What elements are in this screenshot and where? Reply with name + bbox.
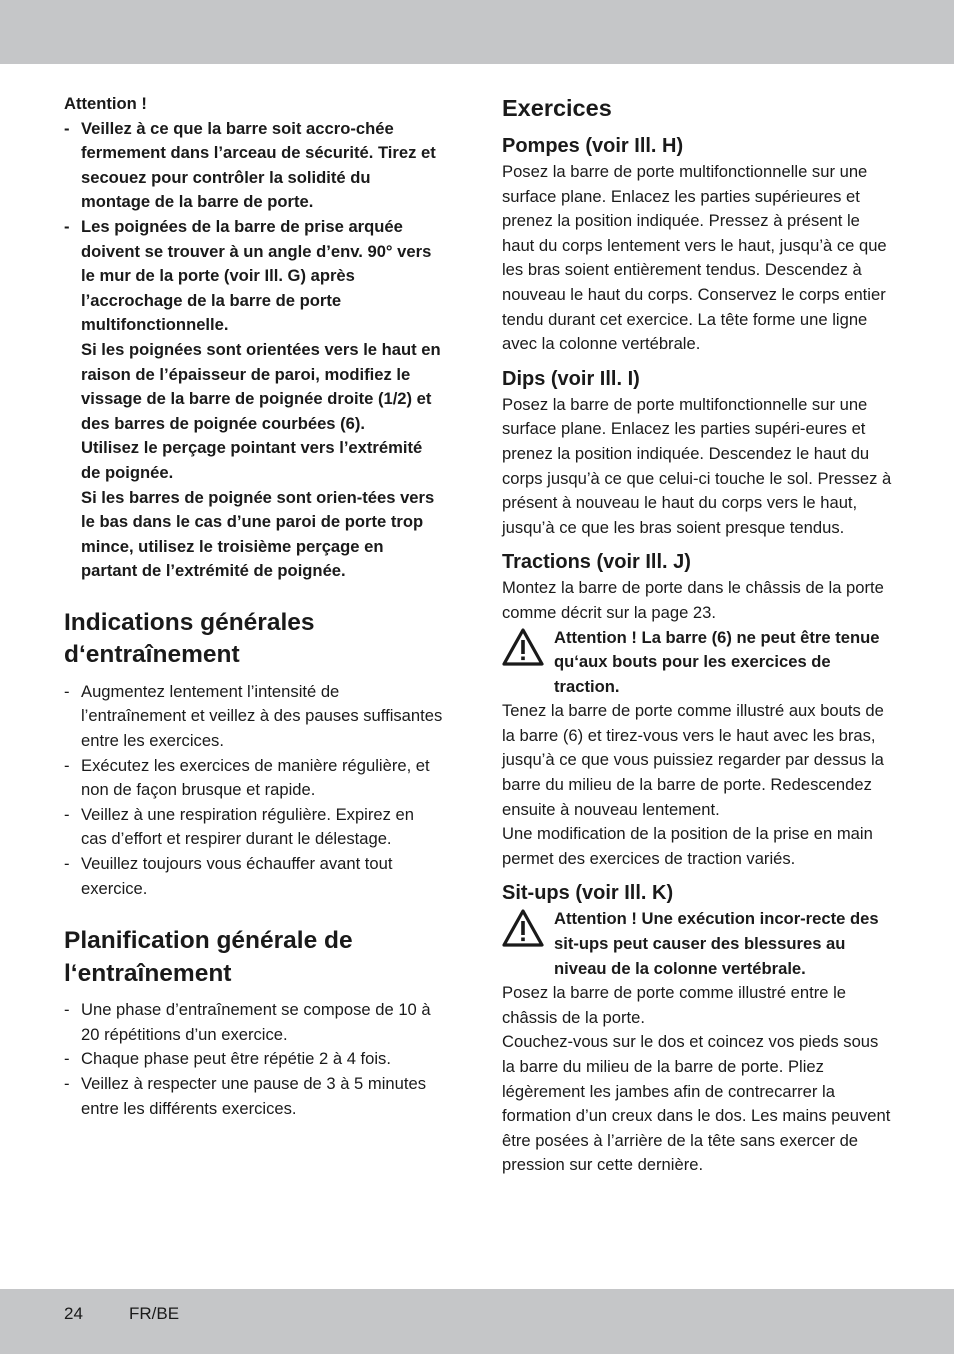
situps-warning — [502, 907, 894, 981]
tractions-text: Tenez la barre de porte comme illustré aux bouts de la barre (6) et tirez-vous vers le haut avec les bras, jusqu’à ce que vous puissiez regarder par dessus la barre du milieu de la barre de porte. Redescendez ensuite à nouveau lentement. — [502, 701, 884, 819]
attention-extra: Si les poignées sont orientées vers le haut en raison de l’épaisseur de paroi, modifiez le vissage de la barre de poignée droite (1/2) et des barres de poignée courbées (6). — [81, 339, 441, 433]
tractions-warning — [502, 626, 894, 700]
header-band — [0, 0, 954, 64]
dips-text: Posez la barre de porte multifonctionnelle sur une surface plane. Enlacez les parties supéri-eures et prenez la position indiquée. Descendez le haut du corps jusqu’à ce que celui-ci touche le sol. Pressez à présent à nouveau le haut du corps vers le haut, jusqu’à ce que les bras soient presque tendus. — [502, 394, 892, 537]
attention-text: Les poignées de la barre de prise arquée doivent se trouver à un angle d’env. 90° vers le mur de la porte (voir Ill. G) après l’accrochage de la barre de porte multifonctionnelle. — [81, 216, 432, 335]
page-number: 24 — [64, 1304, 83, 1323]
attention-extra: Utilisez le perçage pointant vers l’extrémité de poignée. — [81, 438, 423, 482]
list-item: - Veuillez toujours vous échauffer avant tout exercice. — [64, 854, 393, 898]
list-item: - Veillez à une respiration régulière. Expirez en cas d’effort et respirer durant le délestage. — [64, 804, 414, 849]
warning-text: Attention ! La barre (6) ne peut être tenue qu‘aux bouts pour les exercices de traction. — [554, 627, 880, 696]
attention-extra: Si les barres de poignée sont orien-tées vers le bas dans le cas d’une paroi de porte trop mince, utilisez le troisième perçage en partant de l’extrémité de poignée. — [81, 487, 435, 581]
pompes-heading: Pompes (voir Ill. H) — [502, 135, 684, 157]
list-item: - Chaque phase peut être répétie 2 à 4 fois. — [64, 1049, 391, 1069]
attention-item — [64, 117, 444, 215]
list-item: - Augmentez lentement l’intensité de l’entraînement et veillez à des pauses suffisantes entre les exercices. — [64, 681, 443, 751]
planning-heading: Planification générale de l‘entraînement — [64, 927, 353, 987]
tractions-text: Une modification de la position de la prise en main permet des exercices de traction variés. — [502, 824, 873, 868]
list-item: - Une phase d’entraînement se compose de 10 à 20 répétitions d’un exercice. — [64, 1000, 431, 1044]
situps-text: Couchez-vous sur le dos et coincez vos pieds sous la barre du milieu de la barre de porte. Pliez légèrement les jambes afin de contrecarrer la formation d’un creux dans le dos. Les mains peuvent être posées à l’arrière de la tête sans exercer de pression sur cette dernière. — [502, 1032, 891, 1175]
list-item: - Veillez à respecter une pause de 3 à 5 minutes entre les différents exercices. — [64, 1074, 427, 1118]
situps-heading: Sit-ups (voir Ill. K) — [502, 882, 674, 905]
list-dash: - — [64, 216, 70, 236]
dips-heading: Dips (voir Ill. I) — [502, 367, 640, 390]
right-column — [502, 92, 894, 1178]
general-training-list — [64, 680, 444, 901]
warning-triangle-icon — [502, 909, 544, 947]
warning-triangle-icon — [502, 628, 544, 666]
list-dash: - — [64, 118, 70, 138]
tractions-heading: Tractions (voir Ill. J) — [502, 551, 691, 574]
attention-title: Attention ! — [64, 94, 147, 113]
tractions-intro: Montez la barre de porte dans le châssis de la porte comme décrit sur la page 23. — [502, 578, 884, 622]
planning-list — [64, 998, 444, 1121]
attention-text: Veillez à ce que la barre soit accro-chée fermement dans l’arceau de sécurité. Tirez et secouez pour contrôler la solidité du montage de la barre de porte. — [81, 118, 436, 212]
exercises-heading: Exercices — [502, 95, 612, 121]
attention-item — [64, 215, 444, 584]
general-training-heading: Indications générales d‘entraînement — [64, 608, 315, 669]
warning-text: Attention ! Une exécution incor-recte des sit-ups peut causer des blessures au niveau de la colonne vertébrale. — [554, 909, 879, 978]
language-code: FR/BE — [129, 1304, 180, 1323]
list-item: - Exécutez les exercices de manière régulière, et non de façon brusque et rapide. — [64, 755, 430, 800]
left-column — [64, 92, 444, 1121]
pompes-text: Posez la barre de porte multifonctionnelle sur une surface plane. Enlacez les parties supérieures et prenez la position indiquée. Pressez à présent le haut du corps lentement vers le haut, jusqu’à ce que les bras soient entièrement tendus. Descendez à nouveau le haut du corps. Conservez le corps entier tendu durant cet exercice. La tête forme une ligne avec la colonne vertébrale. — [502, 162, 887, 354]
situps-text: Posez la barre de porte comme illustré entre le châssis de la porte. — [502, 983, 847, 1027]
